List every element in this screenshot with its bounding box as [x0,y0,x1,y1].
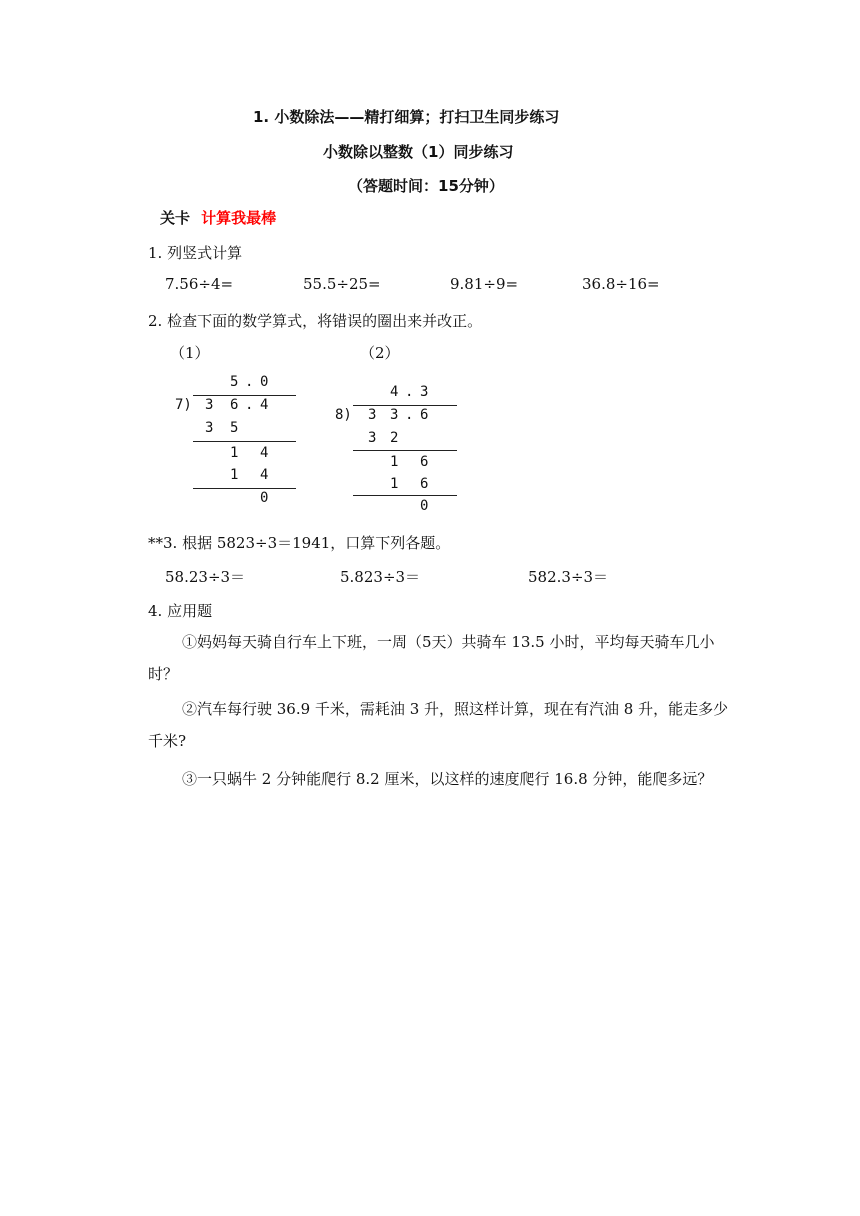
dividend-digit: 6 [420,407,429,423]
q4-problem-2: ②汽车每行驶 36.9 千米，需耗油 3 升，照这样计算，现在有汽油 8 升，能走多少千米? [148,700,729,750]
subtraction-line [193,441,296,442]
dividend-digit: 4 [260,397,269,413]
step-digit: 3 [205,420,214,436]
step-digit: 5 [230,420,239,436]
quotient-digit: 4 [390,384,399,400]
q2-label: 2. 检查下面的数学算式，将错误的圈出来并改正。 [148,312,483,330]
q1-item: 9.81÷9= [450,275,519,293]
step-digit: 2 [390,430,399,446]
remainder-digit: 6 [420,454,429,470]
q1-item: 36.8÷16= [582,275,660,293]
q3-label: **3. 根据 5823÷3＝1941，口算下列各题。 [148,534,451,552]
subtraction-line [193,488,296,489]
q3-item: 58.23÷3＝ [165,568,246,586]
subtraction-line [353,495,457,496]
quotient-point: . [245,374,254,390]
time-note: （答题时间：15分钟） [348,177,504,195]
q1-item: 7.56÷4= [165,275,234,293]
step-digit: 6 [420,476,429,492]
quotient-point: . [405,384,414,400]
subtraction-line [353,450,457,451]
quotient-digit: 0 [260,374,269,390]
step-digit: 1 [230,467,239,483]
dividend-point: . [245,397,254,413]
remainder-digit: 1 [230,445,239,461]
divisor: 7) [175,397,192,413]
dividend-point: . [405,407,414,423]
q3-item: 5.823÷3＝ [340,568,421,586]
q1-label: 1. 列竖式计算 [148,244,243,262]
dividend-digit: 3 [368,407,377,423]
step-digit: 1 [390,476,399,492]
q3-item: 582.3÷3＝ [528,568,609,586]
q1-item: 55.5÷25= [303,275,381,293]
step-digit: 4 [260,467,269,483]
q4-label: 4. 应用题 [148,602,213,620]
page-subtitle: 小数除以整数（1）同步练习 [323,143,514,161]
q4-problem-3: ③一只蜗牛 2 分钟能爬行 8.2 厘米，以这样的速度爬行 16.8 分钟，能爬多远？ [182,770,713,788]
quotient-digit: 5 [230,374,239,390]
final-remainder: 0 [260,490,269,506]
final-remainder: 0 [420,498,429,514]
dividend-digit: 3 [390,407,399,423]
remainder-digit: 4 [260,445,269,461]
division-bar [353,405,457,406]
level-name: 计算我最棒 [201,209,277,227]
quotient-digit: 3 [420,384,429,400]
q2-sub1-number: （1） [170,344,210,362]
dividend-digit: 6 [230,397,239,413]
level-heading [160,207,276,228]
q4-problem-1: ①妈妈每天骑自行车上下班，一周（5天）共骑车 13.5 小时，平均每天骑车几小时？ [148,633,715,683]
dividend-digit: 3 [205,397,214,413]
remainder-digit: 1 [390,454,399,470]
level-prefix: 关卡 [160,209,191,227]
step-digit: 3 [368,430,377,446]
division-bar [193,395,296,396]
page-title: 1. 小数除法——精打细算；打扫卫生同步练习 [253,108,560,126]
divisor: 8) [335,407,352,423]
q2-sub2-number: （2） [360,344,400,362]
